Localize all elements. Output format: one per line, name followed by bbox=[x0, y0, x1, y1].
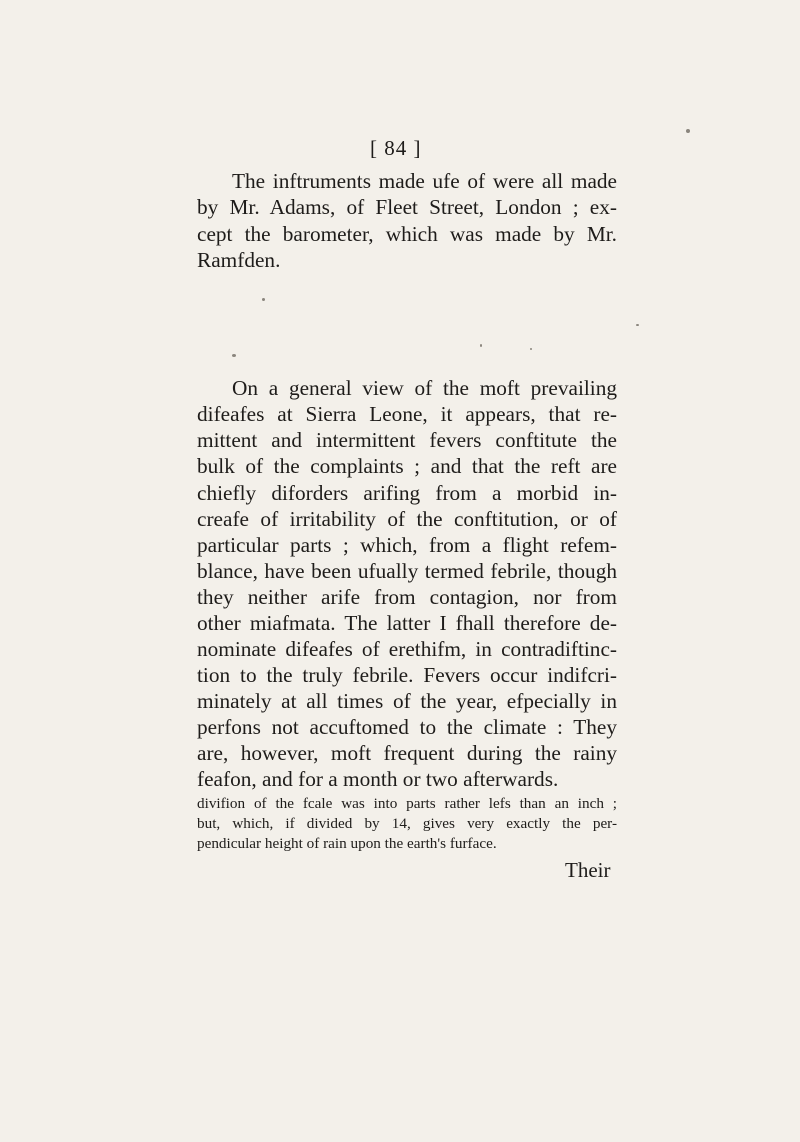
paragraph2-line-13: minately at all times of the year, efpecially in bbox=[197, 689, 617, 713]
paragraph2-line-5: chiefly diforders arifing from a morbid in- bbox=[197, 481, 617, 505]
footnote-line-1: divifion of the fcale was into parts rather lefs than an inch ; bbox=[197, 795, 617, 812]
paragraph1-line-3: cept the barometer, which was made by Mr. bbox=[197, 222, 617, 246]
paragraph2-line-4: bulk of the complaints ; and that the reft are bbox=[197, 454, 617, 478]
paragraph2-line-16: feafon, and for a month or two afterwards. bbox=[197, 767, 559, 791]
paragraph1-line-4: Ramfden. bbox=[197, 248, 281, 272]
paper-speck bbox=[232, 354, 236, 357]
paragraph2-line-6: creafe of irritability of the conftitution, or of bbox=[197, 507, 617, 531]
paragraph2-line-10: other miafmata. The latter I fhall therefore de- bbox=[197, 611, 617, 635]
paragraph2-line-7: particular parts ; which, from a flight refem- bbox=[197, 533, 617, 557]
paragraph2-line-1: On a general view of the moft prevailing bbox=[232, 376, 617, 400]
footnote-line-3: pendicular height of rain upon the earth's furface. bbox=[197, 835, 497, 852]
paragraph2-line-15: are, however, moft frequent during the rainy bbox=[197, 741, 617, 765]
paragraph2-line-14: perfons not accuftomed to the climate : They bbox=[197, 715, 617, 739]
paragraph2-line-3: mittent and intermittent fevers conftitute the bbox=[197, 428, 617, 452]
paragraph2-line-12: tion to the truly febrile. Fevers occur indifcri- bbox=[197, 663, 617, 687]
paragraph2-line-9: they neither arife from contagion, nor from bbox=[197, 585, 617, 609]
paragraph2-line-8: blance, have been ufually termed febrile, though bbox=[197, 559, 617, 583]
paper-speck bbox=[636, 324, 639, 326]
paper-speck bbox=[480, 344, 482, 347]
paragraph1-line-1: The inftruments made ufe of were all made bbox=[232, 169, 617, 193]
paper-speck bbox=[686, 129, 690, 133]
paper-speck bbox=[530, 348, 532, 350]
paper-speck bbox=[262, 298, 265, 301]
footnote-line-2: but, which, if divided by 14, gives very exactly the per- bbox=[197, 815, 617, 832]
paragraph1-line-2: by Mr. Adams, of Fleet Street, London ; ex- bbox=[197, 195, 617, 219]
page-number: [ 84 ] bbox=[370, 136, 422, 160]
paragraph2-line-2: difeafes at Sierra Leone, it appears, that re- bbox=[197, 402, 617, 426]
catchword: Their bbox=[565, 858, 611, 882]
paragraph2-line-11: nominate difeafes of erethifm, in contradiftinc- bbox=[197, 637, 617, 661]
